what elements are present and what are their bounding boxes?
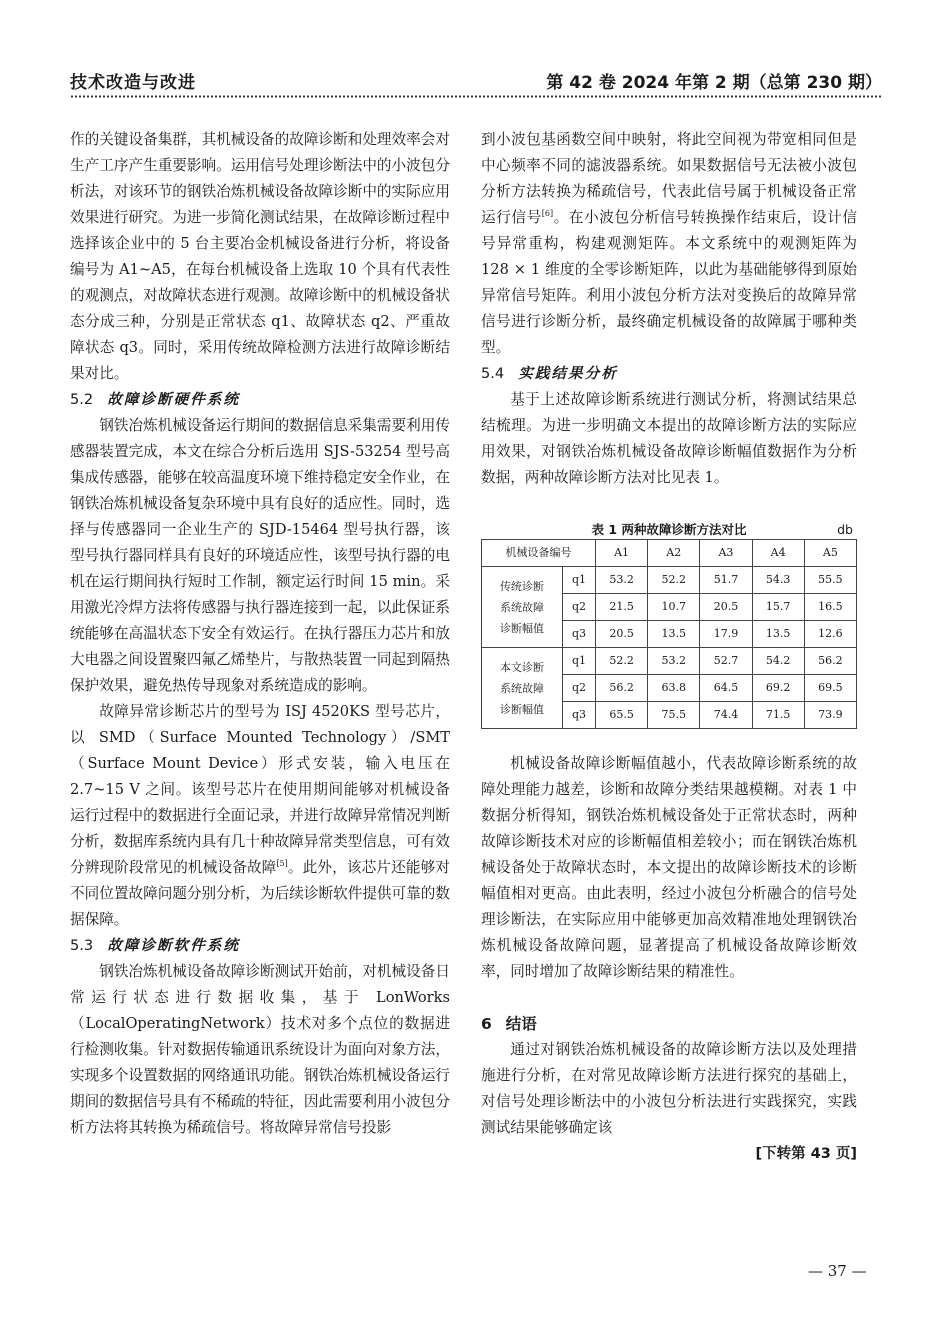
value-cell: 20.5 <box>596 621 648 648</box>
section-heading-6 <box>481 1011 857 1037</box>
value-cell: 53.2 <box>596 567 648 594</box>
section-title: 实践结果分析 <box>518 365 618 382</box>
value-cell: 15.7 <box>752 594 804 621</box>
value-cell: 51.7 <box>700 567 752 594</box>
value-cell: 13.5 <box>648 621 700 648</box>
section-number: 5.4 <box>481 365 505 382</box>
group-label-cell <box>482 567 563 648</box>
value-cell: 74.4 <box>700 702 752 729</box>
value-cell: 17.9 <box>700 621 752 648</box>
table-row <box>482 567 857 594</box>
value-cell: 73.9 <box>804 702 856 729</box>
section-number: 6 <box>481 1015 492 1033</box>
value-cell: 65.5 <box>596 702 648 729</box>
citation-ref: [6] <box>541 209 554 219</box>
state-cell: q1 <box>563 648 596 675</box>
value-cell: 53.2 <box>648 648 700 675</box>
group-label-line: 传统诊断 <box>500 579 544 593</box>
value-cell: 16.5 <box>804 594 856 621</box>
header-cell: A1 <box>596 540 648 567</box>
section-title: 故障诊断硬件系统 <box>107 391 240 408</box>
table-caption-text: 表 1 两种故障诊断方法对比 <box>591 522 747 537</box>
right-column <box>481 127 857 1167</box>
state-cell: q3 <box>563 702 596 729</box>
paragraph: 作的关键设备集群，其机械设备的故障诊断和处理效率会对生产工序产生重要影响。运用信号处理诊断法中的小波包分析法，对该环节的钢铁冶炼机械设备故障诊断中的实际应用效果进行研究。为进一步简化测试结果，在故障诊断过程中选择该企业中的 5 台主要冶金机械设备进行分析，将设备编号为 A1~A5，在每台机械设备上选取 10 个具有代表性的观测点，对故障状态进行观测。故障诊断中的机械设备状态分成三种，分别是正常状态 q1、故障状态 q2、严重故障状态 q3。同时，采用传统故障检测方法进行故障诊断结果对比。 <box>70 131 450 382</box>
section-heading-5-2 <box>70 387 450 413</box>
paragraph: 基于上述故障诊断系统进行测试分析，将测试结果总结梳理。为进一步明确文本提出的故障诊断方法的实际应用效果，对钢铁冶炼机械设备故障诊断幅值数据作为分析数据，两种故障诊断方法对比见表 1。 <box>481 391 857 486</box>
section-heading-5-4 <box>481 361 857 387</box>
group-label-line: 本文诊断 <box>500 660 544 674</box>
state-cell: q2 <box>563 594 596 621</box>
value-cell: 64.5 <box>700 675 752 702</box>
running-header <box>70 64 882 98</box>
value-cell: 13.5 <box>752 621 804 648</box>
section-number: 5.3 <box>70 937 94 954</box>
section-title: 结语 <box>505 1015 537 1033</box>
value-cell: 52.2 <box>648 567 700 594</box>
value-cell: 56.2 <box>804 648 856 675</box>
group-label-line: 系统故障 <box>500 681 544 695</box>
group-label-line: 诊断幅值 <box>500 621 544 635</box>
paragraph-text: 。在小波包分析信号转换操作结束后，设计信号异常重构，构建观测矩阵。本文系统中的观测矩阵为 128 × 1 维度的全零诊断矩阵，以此为基础能够得到原始异常信号矩阵。利用小波包分析方法对变换后的故障异常信号进行诊断分析，最终确定机械设备的故障属于哪种类型。 <box>481 209 857 356</box>
value-cell: 55.5 <box>804 567 856 594</box>
section-number: 5.2 <box>70 391 94 408</box>
paragraph-text: 到小波包基函数空间中映射，将此空间视为带宽相同但是中心频率不同的滤波器系统。如果数据信号无法被小波包分析方法转换为稀疏信号，代表此信号属于机械设备正常运行信号 <box>481 131 857 226</box>
paragraph: 通过对钢铁冶炼机械设备的故障诊断方法以及处理措施进行分析，在对常见故障诊断方法进行探究的基础上，对信号处理诊断法中的小波包分析法进行实践探究，实践测试结果能够确定该 <box>481 1041 857 1136</box>
table-header-row <box>482 540 857 567</box>
value-cell: 12.6 <box>804 621 856 648</box>
header-cell: 机械设备编号 <box>482 540 596 567</box>
comparison-table <box>481 539 857 729</box>
value-cell: 56.2 <box>596 675 648 702</box>
continued-note: [下转第 43 页] <box>755 1146 857 1162</box>
dotted-rule <box>70 94 882 99</box>
paragraph: 钢铁冶炼机械设备故障诊断测试开始前，对机械设备日常运行状态进行数据收集，基于 LonWorks（LocalOperatingNetwork）技术对多个点位的数据进行检测收集。针对数据传输通讯系统设计为面向对象方法，实现多个设置数据的网络通讯功能。钢铁冶炼机械设备运行期间的数据信号具有不稀疏的特征，因此需要利用小波包分析方法将其转换为稀疏信号。将故障异常信号投影 <box>70 963 450 1136</box>
paragraph: 机械设备故障诊断幅值越小，代表故障诊断系统的故障处理能力越差，诊断和故障分类结果越模糊。对表 1 中数据分析得知，钢铁冶炼机械设备处于正常状态时，两种故障诊断技术对应的诊断幅值相差较小；而在钢铁冶炼机械设备处于故障状态时，本文提出的故障诊断技术的诊断幅值相对更高。由此表明，经过小波包分析融合的信号处理诊断法，在实际应用中能够更加高效精准地处理钢铁冶炼机械设备故障问题，显著提高了机械设备故障诊断效率，同时增加了故障诊断结果的精准性。 <box>481 755 857 980</box>
value-cell: 54.3 <box>752 567 804 594</box>
section-title: 故障诊断软件系统 <box>107 937 240 954</box>
group-label-line: 系统故障 <box>500 600 544 614</box>
table-1 <box>481 517 857 729</box>
paragraph: 钢铁冶炼机械设备运行期间的数据信息采集需要利用传感器装置完成，本文在综合分析后选用 SJS-53254 型号高集成传感器，能够在较高温度环境下维持稳定安全作业，在钢铁冶炼机械设备复杂环境中具有良好的适应性。同时，选择与传感器同一企业生产的 SJD-15464 型号执行器，该型号执行器同样具有良好的环境适应性，该型号执行器的电机在运行期间执行短时工作制，额定运行时间 15 min。采用激光冷焊方法将传感器与执行器连接到一起，以此保证系统能够在高温状态下安全有效运行。在执行器压力芯片和放大电器之间设置聚四氟乙烯垫片，与散热装置一同起到隔热保护效果，避免热传导现象对系统造成的影响。 <box>70 417 450 694</box>
section-heading-5-3 <box>70 933 450 959</box>
value-cell: 21.5 <box>596 594 648 621</box>
value-cell: 69.2 <box>752 675 804 702</box>
value-cell: 20.5 <box>700 594 752 621</box>
table-unit: db <box>837 522 853 537</box>
value-cell: 54.2 <box>752 648 804 675</box>
left-column <box>70 127 450 1141</box>
paragraph <box>481 127 857 361</box>
page-number: — 37 — <box>808 1262 867 1280</box>
group-label-cell <box>482 648 563 729</box>
citation-ref: [5] <box>276 859 288 869</box>
issue-info: 第 42 卷 2024 年第 2 期（总第 230 期） <box>546 73 882 93</box>
paragraph-text: 。此外，该芯片还能够对不同位置故障问题分别分析，为后续诊断软件提供可靠的数据保障。 <box>70 859 450 928</box>
header-cell: A4 <box>752 540 804 567</box>
value-cell: 10.7 <box>648 594 700 621</box>
table-row <box>482 648 857 675</box>
group-label-line: 诊断幅值 <box>500 702 544 716</box>
value-cell: 75.5 <box>648 702 700 729</box>
journal-name: 技术改造与改进 <box>70 73 196 93</box>
state-cell: q3 <box>563 621 596 648</box>
paragraph-text: 故障异常诊断芯片的型号为 ISJ 4520KS 型号芯片，以 SMD（Surface Mounted Technology）/SMT（Surface Mount Device）形式安装，输入电压在 2.7~15 V 之间。该型号芯片在使用期间能够对机械设备运行过程中的数据进行全面记录，并进行故障异常情况判断分析，数据库系统内具有几十种故障异常类型信息，可有效分辨现阶段常见的机械设备故障 <box>70 703 450 876</box>
header-cell: A3 <box>700 540 752 567</box>
state-cell: q1 <box>563 567 596 594</box>
value-cell: 63.8 <box>648 675 700 702</box>
state-cell: q2 <box>563 675 596 702</box>
header-cell: A2 <box>648 540 700 567</box>
header-cell: A5 <box>804 540 856 567</box>
paragraph <box>70 699 450 933</box>
value-cell: 52.7 <box>700 648 752 675</box>
table-caption <box>481 517 857 539</box>
value-cell: 71.5 <box>752 702 804 729</box>
value-cell: 52.2 <box>596 648 648 675</box>
value-cell: 69.5 <box>804 675 856 702</box>
